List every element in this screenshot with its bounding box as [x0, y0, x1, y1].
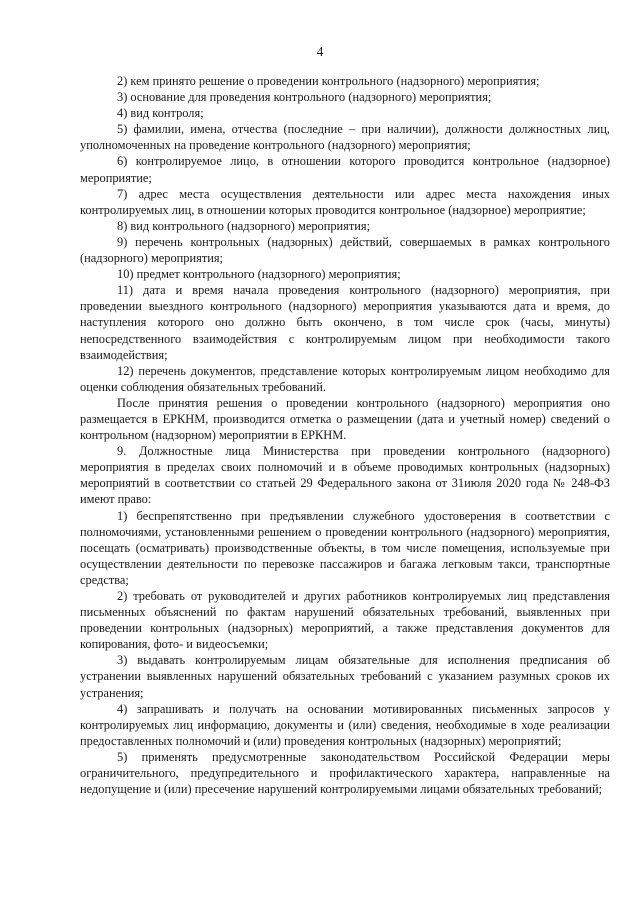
paragraph-item-3: 3) основание для проведения контрольного (надзорного) мероприятия; — [117, 90, 492, 105]
paragraph-right-2: 2) требовать от руководителей и других работников контролируемых лиц представления письменных объяснений по фактам нарушений обязательных требований, выявленных при проведении контрольных (надзорных) мероприятий, а также представления документов для копирования, фото- и видеосъемки; — [80, 589, 610, 652]
paragraph-item-10: 10) предмет контрольного (надзорного) мероприятия; — [117, 267, 401, 282]
paragraph-item-6: 6) контролируемое лицо, в отношении которого проводится контрольное (надзорное) мероприятие; — [80, 154, 610, 185]
paragraph-right-4: 4) запрашивать и получать на основании мотивированных письменных запросов у контролируемых лиц информацию, документы и (или) сведения, необходимые в ходе реализации предоставленных полномочий и (или) проведения контрольных (надзорных) мероприятий; — [80, 701, 610, 748]
paragraph-right-3: 3) выдавать контролируемым лицам обязательные для исполнения предписания об устранении выявленных нарушений обязательных требований с указанием разумных сроков их устранения; — [80, 653, 610, 700]
paragraph-publication: После принятия решения о проведении контрольного (надзорного) мероприятия оно размещается в ЕРКНМ, производится отметка о размещении (дата и учетный номер) сведений о контрольном (надзорном) мероприятии в ЕРКНМ. — [80, 395, 610, 443]
paragraph-item-4: 4) вид контроля; — [117, 106, 204, 121]
paragraph-item-8: 8) вид контрольного (надзорного) мероприятия; — [117, 218, 371, 233]
paragraph-item-9: 9) перечень контрольных (надзорных) действий, совершаемых в рамках контрольного (надзорного) мероприятия; — [80, 234, 610, 266]
page-number: 4 — [316, 44, 324, 59]
paragraph-item-7: 7) адрес места осуществления деятельности или адрес места нахождения иных контролируемых лиц, в отношении которых проводится контрольное (надзорное) мероприятие; — [80, 186, 610, 217]
paragraph-right-5: 5) применять предусмотренные законодательством Российской Федерации меры ограничительного, предупредительного и профилактического характера, направленные на недопущение и (или) пресечение нарушений контролируемыми лицами обязательных требований; — [80, 749, 610, 797]
paragraph-item-12: 12) перечень документов, представление которых контролируемым лицом необходимо для оценки соблюдения обязательных требований. — [80, 363, 610, 394]
document-body — [80, 73, 610, 797]
paragraph-right-1: 1) беспрепятственно при предъявлении служебного удостоверения в соответствии с полномочиями, установленными решением о проведении контрольного (надзорного) мероприятия, посещать (осматривать) производственные объекты, в том числе помещения, используемые при осуществлении деятельности по перевозке пассажиров и багажа легковым такси, транспортные средства; — [80, 508, 610, 587]
paragraph-item-11: 11) дата и время начала проведения контрольного (надзорного) мероприятия, при проведении выездного контрольного (надзорного) мероприятия указываются дата и время, до наступления которого оно должно быть окончено, в том числе срок (часы, минуты) непосредственного взаимодействия с контролируемым лицом при необходимости такого взаимодействия; — [80, 283, 610, 362]
paragraph-item-5: 5) фамилии, имена, отчества (последние – при наличии), должности должностных лиц, уполномоченных на проведение контрольного (надзорного) мероприятия; — [80, 122, 610, 153]
paragraph-section-9: 9. Должностные лица Министерства при проведении контрольного (надзорного) мероприятия в пределах своих полномочий и в объеме проводимых контрольных (надзорных) мероприятий в соответствии со статьей 29 Федерального закона от 31июля 2020 года № 248-ФЗ имеют право: — [80, 444, 610, 507]
paragraph-item-2: 2) кем принято решение о проведении контрольного (надзорного) мероприятия; — [117, 74, 540, 88]
